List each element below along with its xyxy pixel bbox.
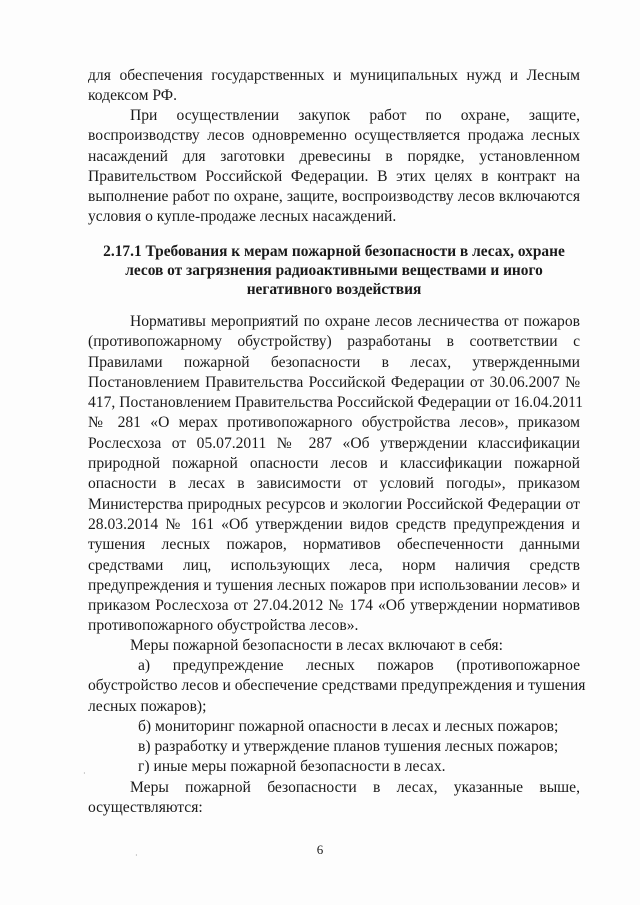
list-item-a-line-3: лесных пожаров); xyxy=(88,697,207,715)
measures-intro-block xyxy=(88,636,580,656)
norms-line-1: Нормативы мероприятий по охране лесов лесничества от пожаров xyxy=(130,313,580,330)
procurement-line-5: выполнение работ по охране, защите, воспроизводству лесов включаются xyxy=(88,188,580,206)
norms-line-6: № 281 «О мерах противопожарного обустройства лесов», приказом xyxy=(88,414,580,432)
list-item-c-text: в) разработку и утверждение планов тушения лесных пожаров; xyxy=(138,738,559,756)
norms-line-14: предупреждения и тушения лесных пожаров при использовании лесов» и xyxy=(88,576,580,594)
procurement-line-1: При осуществлении закупок работ по охране, защите, xyxy=(130,107,580,124)
section-heading xyxy=(100,242,568,300)
norms-line-9: опасности в лесах в зависимости от условий погоды», приказом xyxy=(88,475,580,493)
norms-line-11: 28.03.2014 № 161 «Об утверждении видов средств предупреждения и xyxy=(88,515,580,533)
procurement-line-3: насаждений для заготовки древесины в порядке, установленном xyxy=(88,147,580,165)
continuation-line-1: для обеспечения государственных и муниципальных нужд и Лесным xyxy=(88,67,580,84)
page-number: 6 xyxy=(316,842,324,857)
continuation-line-2: кодексом РФ. xyxy=(88,87,177,105)
final-line-2: осуществляются: xyxy=(88,799,203,817)
procurement-line-2: воспроизводству лесов одновременно осуществляется продажа лесных xyxy=(88,127,580,145)
list-item-a xyxy=(88,656,586,717)
norms-line-15: приказом Рослесхоза от 27.04.2012 № 174 «Об утверждении нормативов xyxy=(88,597,580,615)
list-item-b-text: б) мониторинг пожарной опасности в лесах и лесных пожаров; xyxy=(138,717,559,735)
section-heading-line-1: 2.17.1 Требования к мерам пожарной безопасности в лесах, охране xyxy=(103,243,565,260)
list-item-a-line-1: а) предупреждение лесных пожаров (противопожарное xyxy=(138,657,580,674)
norms-line-8: природной пожарной опасности лесов и классификации пожарной xyxy=(88,455,580,473)
norms-line-3: Правилами пожарной безопасности в лесах, утвержденными xyxy=(88,353,580,371)
section-heading-line-3: негативного воздействия xyxy=(246,281,422,299)
measures-intro: Меры пожарной безопасности в лесах включают в себя: xyxy=(130,637,503,654)
norms-line-13: средствами лиц, использующих леса, норм наличия средств xyxy=(88,556,580,574)
norms-line-7: Рослесхоза от 05.07.2011 № 287 «Об утверждении классификации xyxy=(88,434,580,452)
list-item-d xyxy=(88,757,580,777)
scan-speck: · xyxy=(135,851,138,860)
norms-line-12: тушения лесных пожаров, нормативов обеспеченности данными xyxy=(88,536,580,554)
norms-line-16: противопожарного обустройства лесов». xyxy=(88,617,359,635)
norms-line-5: 417, Постановлением Правительства Российской Федерации от 16.04.2011 xyxy=(88,394,584,412)
section-heading-line-2: лесов от загрязнения радиоактивными веществами и иного xyxy=(125,262,543,280)
final-line-1: Меры пожарной безопасности в лесах, указанные выше, xyxy=(130,779,580,796)
procurement-line-4: Правительством Российской Федерации. В этих целях в контракт на xyxy=(88,167,580,185)
measures-list xyxy=(88,656,586,778)
norms-line-10: Министерства природных ресурсов и экологии Российской Федерации от xyxy=(88,495,580,513)
continuation-paragraph xyxy=(88,66,580,107)
scan-speck: · xyxy=(83,769,86,778)
list-item-a-line-2: обустройство лесов и обеспечение средствами предупреждения и тушения xyxy=(88,677,586,695)
list-item-b xyxy=(88,717,580,737)
final-paragraph xyxy=(88,778,580,819)
norms-line-4: Постановлением Правительства Российской Федерации от 30.06.2007 № xyxy=(88,373,580,391)
norms-line-2: (противопожарному обустройству) разработаны в соответствии с xyxy=(88,333,580,351)
list-item-d-text: г) иные меры пожарной безопасности в лесах. xyxy=(138,758,446,776)
norms-paragraph xyxy=(88,312,584,637)
procurement-line-6: условия о купле-продаже лесных насаждений. xyxy=(88,208,397,226)
list-item-c xyxy=(88,737,580,757)
procurement-paragraph xyxy=(88,106,580,228)
